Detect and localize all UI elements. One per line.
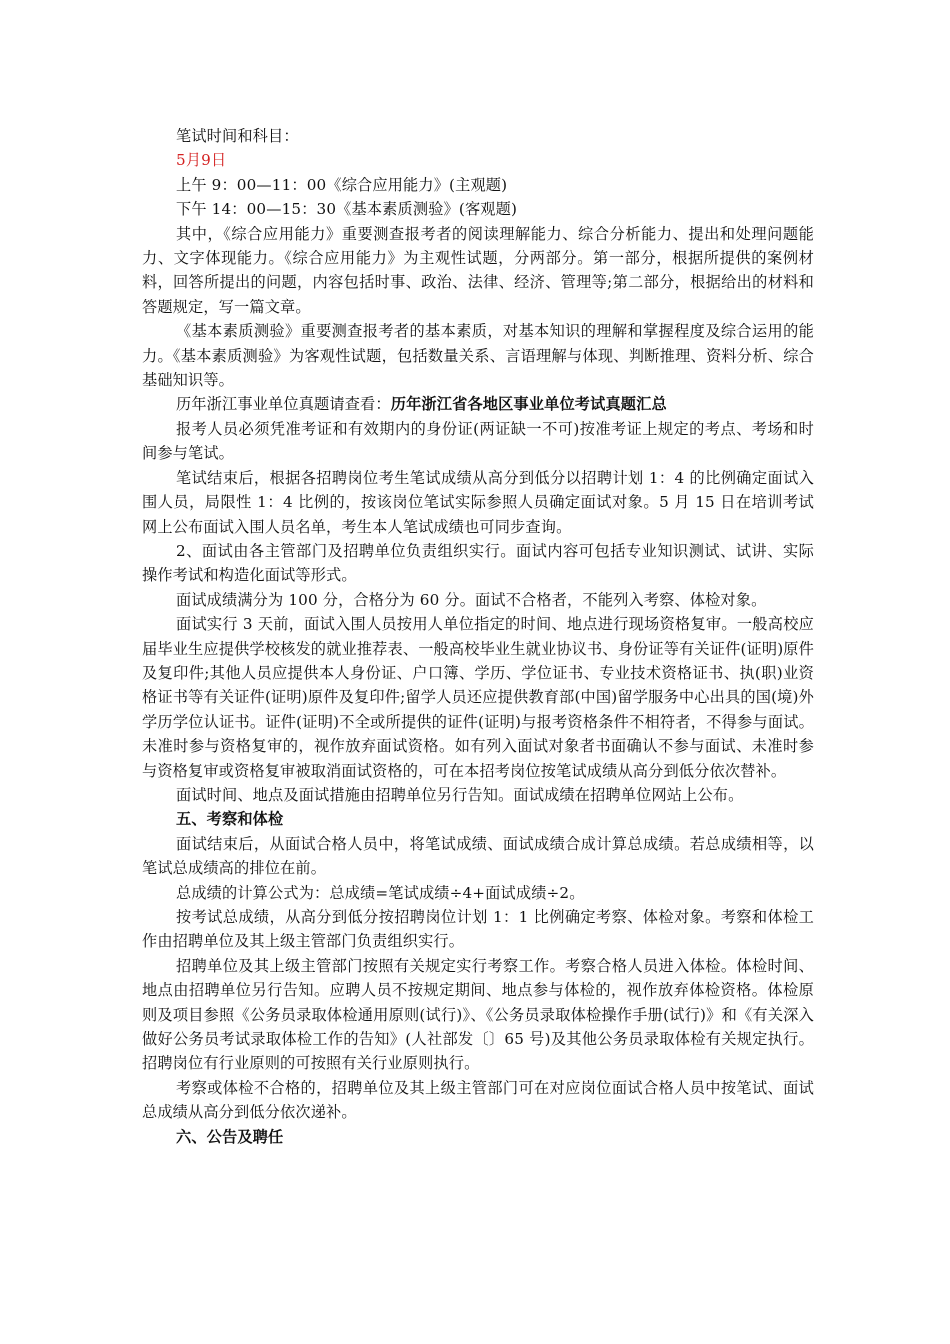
basic-quality-paragraph: 《基本素质测验》重要测查报考者的基本素质，对基本知识的理解和掌握程度及综合运用的能力。《基本素质测验》为客观性试题，包括数量关系、言语理解与体现、判断推理、资料分析、综合基础知识等。	[142, 322, 814, 390]
total-score-paragraph: 面试结束后，从面试合格人员中，将笔试成绩、面试成绩合成计算总成绩。若总成绩相等，以笔试总成绩高的排位在前。	[142, 834, 814, 878]
past-papers-prefix: 历年浙江事业单位真题请查看：	[176, 395, 391, 414]
section-heading-six: 六、公告及聘任	[176, 1127, 284, 1146]
ratio-paragraph: 按考试总成绩，从高分到低分按招聘岗位计划 1：1 比例确定考察、体检对象。考察和体检工作由招聘单位及其上级主管部门负责组织实行。	[142, 908, 814, 951]
morning-session: 上午 9：00—11：00《综合应用能力》(主观题)	[176, 175, 508, 194]
interview-organization-paragraph: 2、面试由各主管部门及招聘单位负责组织实行。面试内容可包括专业知识测试、试讲、实际操作考试和构造化面试等形式。	[142, 541, 814, 585]
exam-date: 5月9日	[176, 151, 227, 170]
interview-score-paragraph: 面试成绩满分为 100 分，合格分为 60 分。面试不合格者，不能列入考察、体检对象。	[176, 590, 767, 609]
afternoon-session: 下午 14：00—15：30《基本素质测验》(客观题)	[176, 200, 518, 219]
document-body	[142, 124, 814, 1149]
exam-time-label: 笔试时间和科目：	[176, 127, 299, 145]
formula-paragraph: 总成绩的计算公式为：总成绩=笔试成绩÷4+面试成绩÷2。	[176, 883, 585, 902]
comprehensive-ability-paragraph: 其中，《综合应用能力》重要测查报考者的阅读理解能力、综合分析能力、提出和处理问题能力、文字体现能力。《综合应用能力》为主观性试题，分两部分。第一部分，根据所提供的案例材料，回答所提出的问题，内容包括时事、政治、法律、经济、管理等;第二部分，根据给出的材料和答题规定，写一篇文章。	[142, 224, 814, 316]
interview-notice-paragraph: 面试时间、地点及面试措施由招聘单位另行告知。面试成绩在招聘单位网站上公布。	[176, 785, 744, 804]
replacement-paragraph: 考察或体检不合格的，招聘单位及其上级主管部门可在对应岗位面试合格人员中按笔试、面试总成绩从高分到低分依次递补。	[142, 1078, 814, 1122]
past-papers-link[interactable]: 历年浙江省各地区事业单位考试真题汇总	[390, 395, 667, 414]
section-heading-five: 五、考察和体检	[176, 810, 284, 829]
after-written-paragraph: 笔试结束后，根据各招聘岗位考生笔试成绩从高分到低分以招聘计划 1：4 的比例确定面试入围人员，局限性 1：4 比例的，按该岗位笔试实际参照人员确定面试对象。5 月 15 日在培训考试网上公布面试入围人员名单，考生本人笔试成绩也可同步查询。	[142, 468, 814, 536]
physical-exam-paragraph: 招聘单位及其上级主管部门按照有关规定实行考察工作。考察合格人员进入体检。体检时间、地点由招聘单位另行告知。应聘人员不按规定期间、地点参与体检的，视作放弃体检资格。体检原则及项目参照《公务员录取体检通用原则(试行)》、《公务员录取体检操作手册(试行)》和《有关深入做好公务员考试录取体检工作的告知》(人社部发〔〕65 号)及其他公务员录取体检有关规定执行。招聘岗位有行业原则的可按照有关行业原则执行。	[142, 956, 814, 1073]
id-required-paragraph: 报考人员必须凭准考证和有效期内的身份证(两证缺一不可)按准考证上规定的考点、考场和时间参与笔试。	[142, 419, 814, 463]
qualification-review-paragraph: 面试实行 3 天前，面试入围人员按用人单位指定的时间、地点进行现场资格复审。一般高校应届毕业生应提供学校核发的就业推荐表、一般高校毕业生就业协议书、身份证等有关证件(证明)原件及复印件;其他人员应提供本人身份证、户口簿、学历、学位证书、专业技术资格证书、执(职)业资格证书等有关证件(证明)原件及复印件;留学人员还应提供教育部(中国)留学服务中心出具的国(境)外学历学位认证书。证件(证明)不全或所提供的证件(证明)与报考资格条件不相符者，不得参与面试。未准时参与资格复审的，视作放弃面试资格。如有列入面试对象者书面确认不参与面试、未准时参与资格复审或资格复审被取消面试资格的，可在本招考岗位按笔试成绩从高分到低分依次替补。	[142, 615, 814, 780]
past-papers-paragraph	[142, 392, 814, 416]
